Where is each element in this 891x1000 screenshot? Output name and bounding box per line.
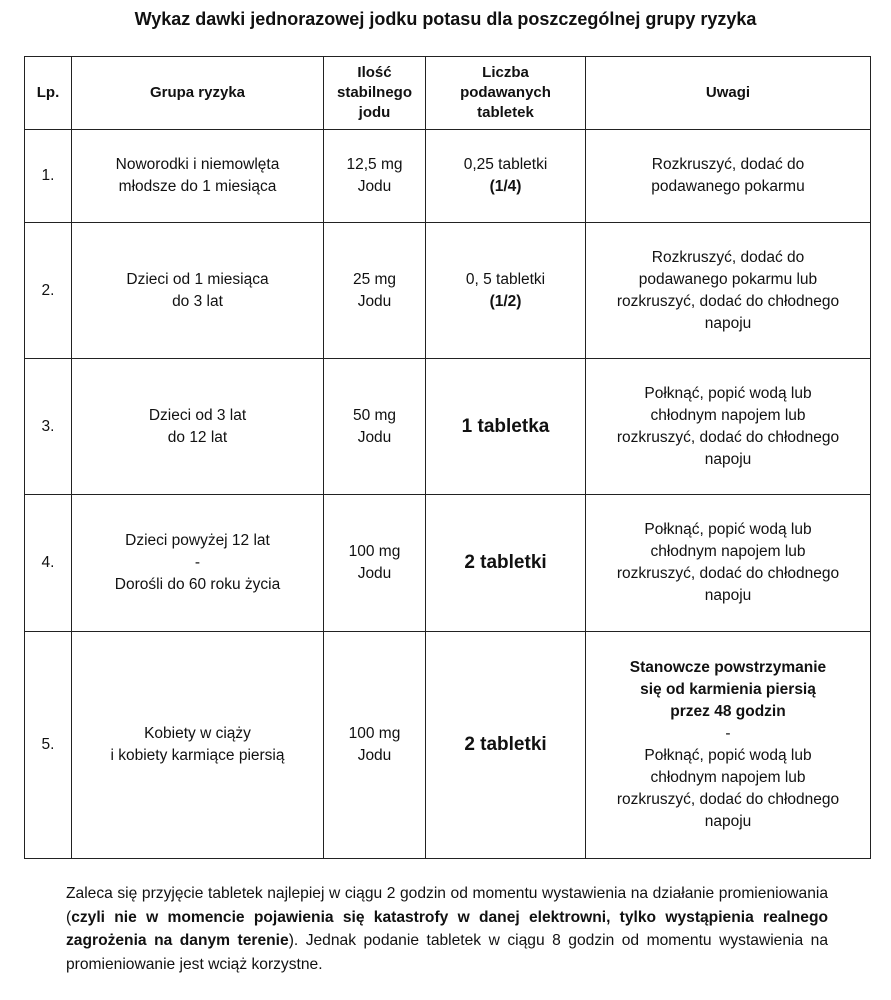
group-line: i kobiety karmiące piersią xyxy=(110,747,285,764)
tablets-count: 0,25 tabletki xyxy=(463,156,548,173)
group-line: - xyxy=(194,554,201,571)
notes-line: rozkruszyć, dodać do chłodnego xyxy=(616,428,840,446)
notes-warning-line: przez 48 godzin xyxy=(670,703,786,720)
cell-iodine xyxy=(324,632,426,859)
table-row xyxy=(25,632,871,859)
cell-group xyxy=(72,223,324,359)
notes-line: podawanego pokarmu lub xyxy=(638,270,818,288)
notes-line: chłodnym napojem lub xyxy=(650,406,806,424)
tablets-fraction: (1/4) xyxy=(489,178,522,195)
cell-iodine xyxy=(324,223,426,359)
notes-warning-line: Stanowcze powstrzymanie xyxy=(629,659,827,676)
group-line: do 12 lat xyxy=(167,428,228,446)
notes-line: Połknąć, popić wodą lub xyxy=(644,384,812,402)
iodine-unit: Jodu xyxy=(357,428,392,446)
iodine-unit: Jodu xyxy=(357,292,392,310)
notes-line: rozkruszyć, dodać do chłodnego xyxy=(616,791,840,808)
table-row xyxy=(25,359,871,495)
header-tablets-line: Liczba xyxy=(482,64,529,81)
cell-tablets xyxy=(426,223,586,359)
iodine-amount: 25 mg xyxy=(352,270,397,288)
iodine-unit: Jodu xyxy=(357,747,392,764)
cell-group xyxy=(72,495,324,632)
notes-line: chłodnym napojem lub xyxy=(650,769,806,786)
table-row xyxy=(25,495,871,632)
notes-line: Połknąć, popić wodą lub xyxy=(644,747,812,764)
group-line: do 3 lat xyxy=(172,292,223,310)
cell-group xyxy=(72,632,324,859)
notes-line: napoju xyxy=(704,314,752,332)
iodine-amount: 50 mg xyxy=(352,406,397,424)
cell-notes xyxy=(586,495,871,632)
cell-tablets xyxy=(426,495,586,632)
cell-notes xyxy=(586,632,871,859)
tablets-count: 1 tabletka xyxy=(461,415,550,437)
cell-iodine xyxy=(324,359,426,495)
table-header-row xyxy=(25,57,871,130)
cell-iodine xyxy=(324,130,426,223)
group-line: Noworodki i niemowlęta xyxy=(115,156,280,173)
footer-text-part1: Zaleca się przyjęcie tabletek najlepiej w ciągu 2 godzin od momentu wystawienia na działanie promieniowania ( xyxy=(66,885,828,926)
notes-line: rozkruszyć, dodać do chłodnego xyxy=(616,292,840,310)
cell-iodine xyxy=(324,495,426,632)
header-tablets-line: podawanych xyxy=(460,84,551,101)
notes-line: napoju xyxy=(704,813,752,830)
notes-line: Połknąć, popić wodą lub xyxy=(644,521,812,538)
cell-notes xyxy=(586,130,871,223)
header-notes: Uwagi xyxy=(586,57,871,130)
tablets-count: 0, 5 tabletki xyxy=(465,270,546,288)
header-lp: Lp. xyxy=(25,57,72,130)
cell-lp: 1. xyxy=(25,130,72,223)
page-title: Wykaz dawki jednorazowej jodku potasu dla poszczególnej grupy ryzyka xyxy=(134,9,757,29)
group-line: Dzieci od 1 miesiąca xyxy=(126,270,269,288)
cell-group xyxy=(72,359,324,495)
notes-separator: - xyxy=(725,725,731,742)
header-iodine xyxy=(324,57,426,130)
group-line: młodsze do 1 miesiąca xyxy=(118,178,277,195)
iodine-unit: Jodu xyxy=(357,178,392,195)
iodine-unit: Jodu xyxy=(357,565,392,582)
notes-line: Rozkruszyć, dodać do xyxy=(651,248,805,266)
cell-tablets xyxy=(426,359,586,495)
tablets-count: 2 tabletki xyxy=(464,734,547,755)
header-iodine-line: jodu xyxy=(358,104,391,121)
group-line: Dzieci powyżej 12 lat xyxy=(125,532,270,549)
header-group: Grupa ryzyka xyxy=(72,57,324,130)
cell-lp: 3. xyxy=(25,359,72,495)
cell-group xyxy=(72,130,324,223)
group-line: Kobiety w ciąży xyxy=(144,725,251,742)
cell-lp: 2. xyxy=(25,223,72,359)
footer-paragraph xyxy=(66,882,828,976)
notes-line: napoju xyxy=(704,450,752,468)
iodine-amount: 12,5 mg xyxy=(346,156,403,173)
cell-lp: 4. xyxy=(25,495,72,632)
table-row xyxy=(25,223,871,359)
cell-notes xyxy=(586,223,871,359)
cell-tablets xyxy=(426,632,586,859)
tablets-fraction: (1/2) xyxy=(489,292,522,310)
iodine-amount: 100 mg xyxy=(348,543,401,560)
header-tablets-line: tabletek xyxy=(477,104,534,121)
notes-warning-line: się od karmienia piersią xyxy=(640,681,816,698)
notes-line: Rozkruszyć, dodać do xyxy=(651,156,805,173)
footer-text-bold: czyli nie w momencie pojawienia się katastrofy w danej elektrowni, tylko wystąpienia realnego zagrożenia na danym terenie xyxy=(66,908,828,949)
dose-table xyxy=(24,56,871,859)
cell-notes xyxy=(586,359,871,495)
header-iodine-line: Ilość xyxy=(357,64,392,81)
notes-line: rozkruszyć, dodać do chłodnego xyxy=(616,565,840,582)
header-tablets xyxy=(426,57,586,130)
notes-line: napoju xyxy=(704,587,752,604)
notes-line: podawanego pokarmu xyxy=(651,178,805,195)
header-iodine-line: stabilnego xyxy=(336,84,412,101)
notes-line: chłodnym napojem lub xyxy=(650,543,806,560)
group-line: Dorośli do 60 roku życia xyxy=(114,576,281,593)
table-row xyxy=(25,130,871,223)
cell-lp: 5. xyxy=(25,632,72,859)
footer-text-part2: ). Jednak podanie tabletek w ciągu 8 godzin od momentu wystawienia na promieniowanie jest wciąż korzystne. xyxy=(66,932,828,973)
iodine-amount: 100 mg xyxy=(348,725,401,742)
tablets-count: 2 tabletki xyxy=(464,552,547,573)
cell-tablets xyxy=(426,130,586,223)
group-line: Dzieci od 3 lat xyxy=(148,406,247,424)
